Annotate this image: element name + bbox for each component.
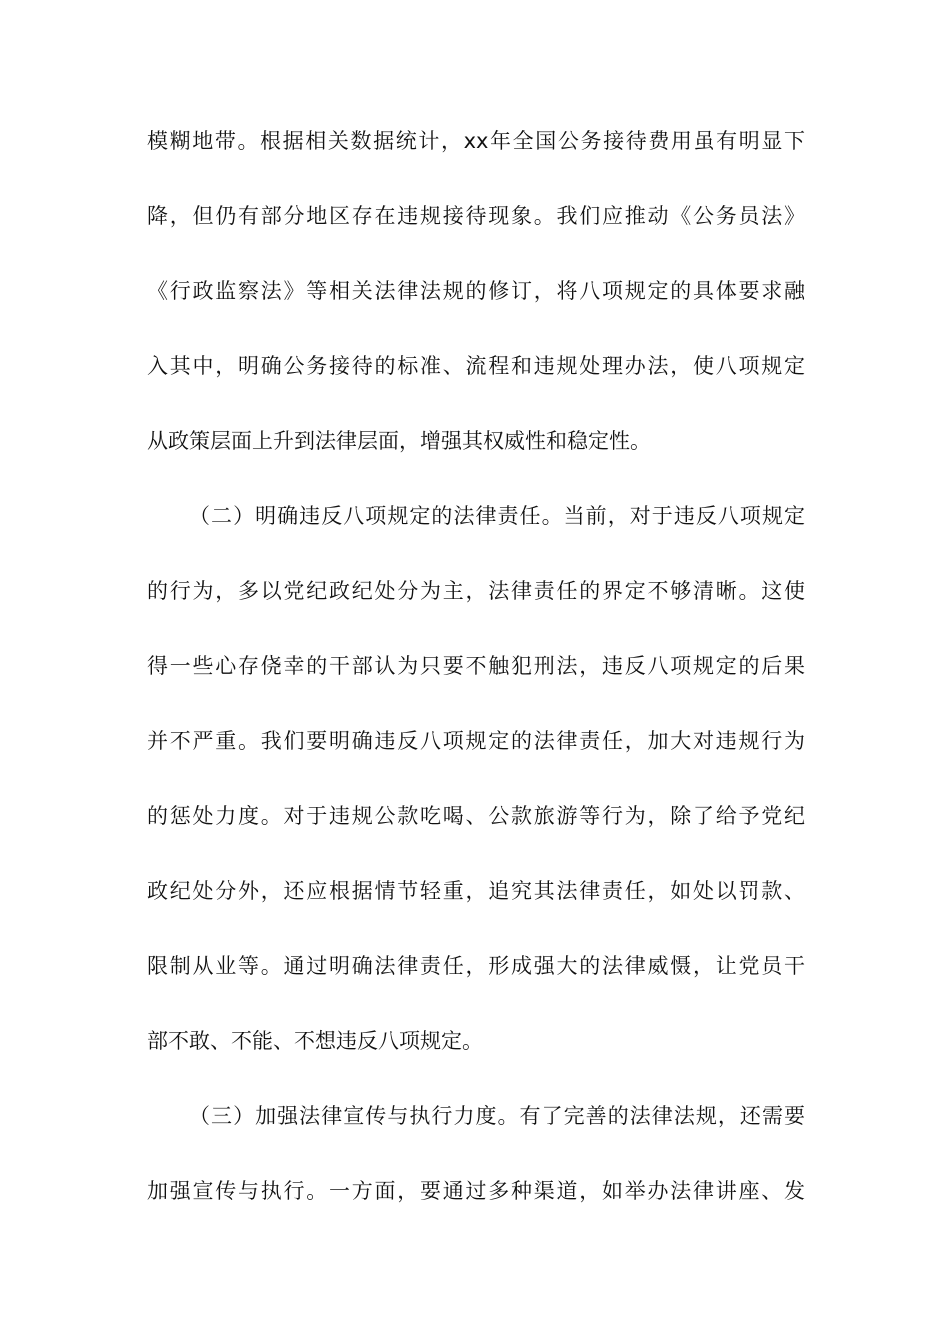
text-line: 从政策层面上升到法律层面，增强其权威性和稳定性。 bbox=[147, 429, 651, 453]
text-line: 模糊地带。根据相关数据统计，xx年全国公务接待费用虽有明显下 bbox=[147, 129, 805, 153]
section-heading-line: （三）加强法律宣传与执行力度。有了完善的法律法规，还需要 bbox=[189, 1104, 805, 1128]
text-line: 政纪处分外，还应根据情节轻重，追究其法律责任，如处以罚款、 bbox=[147, 879, 805, 903]
body-text bbox=[147, 118, 805, 1243]
text-line: 加强宣传与执行。一方面，要通过多种渠道，如举办法律讲座、发 bbox=[147, 1179, 805, 1203]
text-line: 限制从业等。通过明确法律责任，形成强大的法律威慑，让党员干 bbox=[147, 954, 805, 978]
text-line: 降，但仍有部分地区存在违规接待现象。我们应推动《公务员法》 bbox=[147, 204, 805, 228]
text-line: 入其中，明确公务接待的标准、流程和违规处理办法，使八项规定 bbox=[147, 354, 805, 378]
text-line: 得一些心存侥幸的干部认为只要不触犯刑法，违反八项规定的后果 bbox=[147, 654, 805, 678]
text-line: 部不敢、不能、不想违反八项规定。 bbox=[147, 1029, 483, 1053]
text-line: 的行为，多以党纪政纪处分为主，法律责任的界定不够清晰。这使 bbox=[147, 579, 805, 603]
text-line: 《行政监察法》等相关法律法规的修订，将八项规定的具体要求融 bbox=[147, 279, 805, 303]
text-line: 的惩处力度。对于违规公款吃喝、公款旅游等行为，除了给予党纪 bbox=[147, 804, 805, 828]
text-line: 并不严重。我们要明确违反八项规定的法律责任，加大对违规行为 bbox=[147, 729, 805, 753]
section-heading-line: （二）明确违反八项规定的法律责任。当前，对于违反八项规定 bbox=[189, 504, 805, 528]
